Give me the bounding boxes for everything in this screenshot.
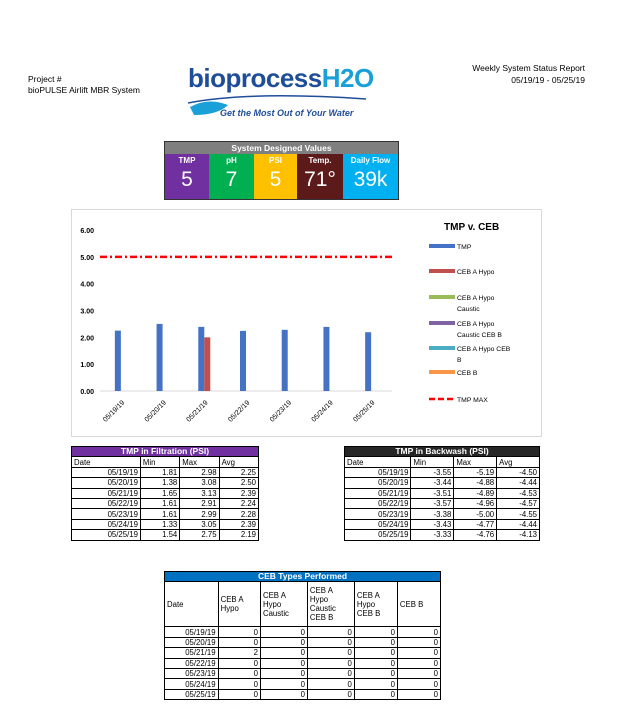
count-cell: 0 [397, 637, 440, 647]
design-value-psi [254, 154, 297, 199]
column-header: Min [140, 457, 179, 467]
value-cell: 1.61 [140, 498, 179, 508]
tmp-ceb-chart [71, 209, 542, 437]
table-row [345, 488, 540, 498]
design-values-row [165, 154, 398, 199]
legend-swatch [429, 321, 455, 325]
x-tick-label: 05/23/19 [268, 399, 294, 424]
value-cell: -4.88 [454, 478, 497, 488]
count-cell: 0 [260, 648, 307, 658]
date-cell: 05/22/19 [72, 498, 141, 508]
column-header-line: Hypo [356, 599, 376, 609]
column-header-line: CEB A [356, 590, 380, 600]
count-cell: 0 [260, 668, 307, 678]
table-row [165, 627, 441, 637]
bioprocessh2o-logo [188, 63, 374, 125]
legend-label: CEB A Hypo [457, 295, 495, 302]
column-header: Max [180, 457, 219, 467]
table-row [345, 478, 540, 488]
ceb-table [164, 571, 441, 700]
value-cell: 2.39 [219, 488, 258, 498]
value-cell: 1.38 [140, 478, 179, 488]
ceb-table-body [165, 582, 441, 700]
legend-label: CEB A Hypo [457, 269, 495, 276]
design-value-label: PSI [269, 156, 282, 165]
value-cell: -3.55 [411, 467, 454, 477]
legend-swatch [429, 370, 455, 374]
date-cell: 05/21/19 [72, 488, 141, 498]
table-row [345, 519, 540, 529]
legend-label: TMP MAX [457, 397, 488, 404]
value-cell: 2.25 [219, 467, 258, 477]
x-tick-label: 05/24/19 [310, 399, 335, 424]
filtration-table-body [72, 467, 259, 540]
date-cell: 05/20/19 [165, 637, 219, 647]
table-row [72, 498, 259, 508]
count-cell: 0 [354, 679, 397, 689]
column-header-line: CEB B [356, 608, 381, 618]
legend-swatch [429, 244, 455, 248]
table-row [72, 530, 259, 540]
chart-title: TMP v. CEB [444, 222, 500, 233]
column-header-line: Caustic [309, 604, 336, 614]
filtration-table [71, 446, 259, 541]
value-cell: -4.77 [454, 519, 497, 529]
count-cell: 0 [218, 679, 260, 689]
design-value-daily-flow [343, 154, 398, 199]
legend-label: CEB B [457, 370, 478, 377]
filtration-table-title: TMP in Filtration (PSI) [72, 447, 259, 457]
column-header-line: Caustic [262, 608, 289, 618]
date-cell: 05/23/19 [72, 509, 141, 519]
date-cell: 05/21/19 [165, 648, 219, 658]
column-header-line: CEB A [262, 590, 286, 600]
value-cell: -4.96 [454, 498, 497, 508]
table-row [165, 679, 441, 689]
value-cell: 3.08 [180, 478, 219, 488]
y-tick-label: 6.00 [80, 228, 94, 235]
design-value-label: pH [226, 156, 237, 165]
column-header: Min [411, 457, 454, 467]
x-tick-label: 05/25/19 [352, 399, 377, 424]
x-tick-label: 05/21/19 [185, 399, 210, 424]
bar-tmp [198, 327, 204, 391]
value-cell: -4.53 [497, 488, 540, 498]
value-cell: -3.57 [411, 498, 454, 508]
table-row [72, 478, 259, 488]
value-cell: -3.44 [411, 478, 454, 488]
y-tick-label: 5.00 [80, 254, 94, 262]
count-cell: 0 [218, 689, 260, 699]
legend-label: TMP [457, 244, 472, 251]
column-header [307, 582, 354, 627]
date-cell: 05/23/19 [345, 509, 411, 519]
count-cell: 0 [307, 668, 354, 678]
value-cell: 1.65 [140, 488, 179, 498]
logo-wordmark [188, 63, 374, 94]
value-cell: 2.39 [219, 519, 258, 529]
legend-swatch [429, 295, 455, 299]
report-date-range: 05/19/19 - 05/25/19 [511, 75, 585, 85]
project-info [28, 74, 140, 96]
count-cell: 0 [260, 679, 307, 689]
count-cell: 0 [397, 668, 440, 678]
design-value-number: 5 [181, 168, 193, 191]
ceb-table-title: CEB Types Performed [165, 572, 441, 582]
value-cell: 2.50 [219, 478, 258, 488]
column-header-line: Hypo [220, 604, 239, 614]
value-cell: -4.57 [497, 498, 540, 508]
count-cell: 0 [260, 689, 307, 699]
column-header [218, 582, 260, 627]
count-cell: 0 [218, 637, 260, 647]
count-cell: 0 [354, 637, 397, 647]
value-cell: -4.44 [497, 519, 540, 529]
date-cell: 05/25/19 [345, 530, 411, 540]
column-header-line: Date [167, 599, 184, 609]
y-tick-label: 0.00 [80, 389, 94, 396]
bar-tmp [323, 327, 329, 391]
column-header [165, 582, 219, 627]
value-cell: -5.00 [454, 509, 497, 519]
design-values-panel [164, 141, 399, 200]
column-header [354, 582, 397, 627]
table-row [165, 689, 441, 699]
value-cell: 2.98 [180, 467, 219, 477]
value-cell: -5.19 [454, 467, 497, 477]
count-cell: 0 [354, 658, 397, 668]
count-cell: 0 [260, 658, 307, 668]
date-cell: 05/23/19 [165, 668, 219, 678]
column-header-line: CEB A [220, 595, 244, 605]
design-value-label: Temp. [308, 156, 332, 165]
y-tick-label: 2.00 [80, 335, 94, 343]
date-cell: 05/24/19 [72, 519, 141, 529]
legend-swatch [429, 269, 455, 273]
count-cell: 0 [307, 627, 354, 637]
backwash-table-title: TMP in Backwash (PSI) [345, 447, 540, 457]
count-cell: 0 [218, 658, 260, 668]
logo-brand-main: bioprocess [188, 63, 322, 93]
value-cell: 2.75 [180, 530, 219, 540]
bar-tmp [240, 331, 246, 391]
date-cell: 05/22/19 [345, 498, 411, 508]
table-row [345, 530, 540, 540]
bar-tmp [282, 330, 288, 391]
table-row [72, 519, 259, 529]
count-cell: 0 [218, 668, 260, 678]
system-name: bioPULSE Airlift MBR System [28, 85, 140, 95]
date-cell: 05/21/19 [345, 488, 411, 498]
design-value-number: 71° [304, 168, 336, 191]
column-header: Avg [497, 457, 540, 467]
date-cell: 05/19/19 [165, 627, 219, 637]
design-value-label: Daily Flow [350, 156, 391, 165]
count-cell: 0 [260, 637, 307, 647]
column-header: Avg [219, 457, 258, 467]
value-cell: 2.19 [219, 530, 258, 540]
y-tick-label: 3.00 [80, 308, 94, 316]
value-cell: 1.54 [140, 530, 179, 540]
table-row [165, 668, 441, 678]
legend-label: Caustic [457, 306, 480, 313]
design-value-number: 39k [353, 168, 388, 191]
count-cell: 0 [354, 689, 397, 699]
date-cell: 05/19/19 [345, 467, 411, 477]
value-cell: 3.05 [180, 519, 219, 529]
value-cell: -3.43 [411, 519, 454, 529]
value-cell: 2.91 [180, 498, 219, 508]
count-cell: 0 [397, 658, 440, 668]
ceb-header-row [165, 582, 441, 627]
column-header: Date [345, 457, 411, 467]
value-cell: -3.33 [411, 530, 454, 540]
count-cell: 0 [354, 668, 397, 678]
column-header: Max [454, 457, 497, 467]
count-cell: 0 [397, 627, 440, 637]
value-cell: -4.44 [497, 478, 540, 488]
value-cell: 3.13 [180, 488, 219, 498]
column-header-line: CEB B [309, 613, 334, 623]
y-tick-label: 1.00 [80, 362, 94, 370]
count-cell: 2 [218, 648, 260, 658]
value-cell: 2.28 [219, 509, 258, 519]
value-cell: 2.99 [180, 509, 219, 519]
count-cell: 0 [397, 679, 440, 689]
date-cell: 05/22/19 [165, 658, 219, 668]
count-cell: 0 [307, 689, 354, 699]
x-tick-label: 05/22/19 [227, 399, 252, 424]
report-header [472, 62, 585, 86]
x-tick-label: 05/20/19 [143, 399, 168, 424]
bar-tmp [115, 331, 121, 391]
column-header [397, 582, 440, 627]
count-cell: 0 [307, 637, 354, 647]
legend-label: Caustic CEB B [457, 332, 502, 339]
design-value-temp [297, 154, 343, 199]
table-row [345, 498, 540, 508]
tmp-ceb-chart-svg [72, 210, 541, 436]
bar-tmp [365, 332, 371, 391]
design-value-number: 7 [225, 168, 238, 191]
column-header-line: Hypo [309, 595, 329, 605]
design-values-title: System Designed Values [165, 142, 398, 154]
value-cell: 2.24 [219, 498, 258, 508]
count-cell: 0 [354, 627, 397, 637]
report-title: Weekly System Status Report [472, 63, 585, 73]
date-cell: 05/24/19 [165, 679, 219, 689]
design-value-label: TMP [178, 156, 196, 165]
date-cell: 05/24/19 [345, 519, 411, 529]
date-cell: 05/25/19 [165, 689, 219, 699]
date-cell: 05/25/19 [72, 530, 141, 540]
value-cell: -4.50 [497, 467, 540, 477]
value-cell: 1.33 [140, 519, 179, 529]
value-cell: -4.76 [454, 530, 497, 540]
value-cell: -3.38 [411, 509, 454, 519]
value-cell: -4.13 [497, 530, 540, 540]
bar-tmp [157, 324, 163, 391]
count-cell: 0 [354, 648, 397, 658]
value-cell: -4.55 [497, 509, 540, 519]
project-label: Project # [28, 74, 62, 84]
count-cell: 0 [397, 689, 440, 699]
table-row [345, 467, 540, 477]
column-header-line: CEB B [399, 599, 424, 609]
count-cell: 0 [307, 679, 354, 689]
legend-label: CEB A Hypo [457, 321, 495, 328]
date-cell: 05/19/19 [72, 467, 141, 477]
legend-label: B [457, 357, 462, 364]
logo-brand-h2o: H2O [321, 63, 374, 93]
backwash-table [344, 446, 540, 541]
count-cell: 0 [307, 658, 354, 668]
date-cell: 05/20/19 [72, 478, 141, 488]
count-cell: 0 [260, 627, 307, 637]
value-cell: 1.61 [140, 509, 179, 519]
date-cell: 05/20/19 [345, 478, 411, 488]
table-row [72, 509, 259, 519]
backwash-table-body [345, 467, 540, 540]
value-cell: 1.81 [140, 467, 179, 477]
count-cell: 0 [397, 648, 440, 658]
bar-ceb-a-hypo [204, 337, 210, 391]
table-row [165, 637, 441, 647]
column-header-line: CEB A [309, 586, 333, 596]
column-header [260, 582, 307, 627]
table-row [165, 658, 441, 668]
x-tick-label: 05/19/19 [102, 399, 127, 424]
count-cell: 0 [307, 648, 354, 658]
design-value-number: 5 [269, 168, 282, 191]
y-tick-label: 4.00 [80, 281, 94, 289]
logo-tagline: Get the Most Out of Your Water [220, 108, 354, 118]
value-cell: -3.51 [411, 488, 454, 498]
design-value-tmp [165, 154, 209, 199]
column-header: Date [72, 457, 141, 467]
column-header-line: Hypo [262, 599, 282, 609]
table-row [165, 648, 441, 658]
table-row [72, 488, 259, 498]
legend-label: CEB A Hypo CEB [457, 346, 511, 353]
legend-swatch [429, 346, 455, 350]
table-row [345, 509, 540, 519]
table-row [72, 467, 259, 477]
value-cell: -4.89 [454, 488, 497, 498]
design-value-ph [209, 154, 254, 199]
count-cell: 0 [218, 627, 260, 637]
